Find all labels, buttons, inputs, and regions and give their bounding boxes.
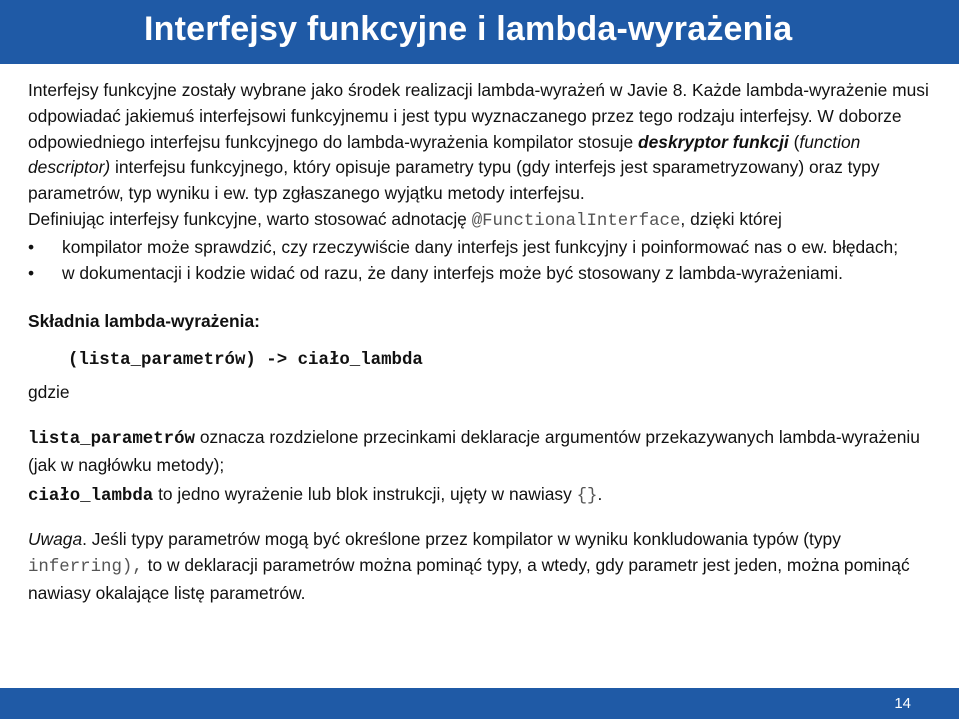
- lambda-body-term: ciało_lambda: [28, 487, 154, 507]
- param-list-desc: oznacza rozdzielone przecinkami deklaracje argumentów przekazywanych lambda-wyrażeniu (jak w nagłówku metody);: [28, 426, 920, 475]
- note-text-1: . Jeśli typy parametrów mogą być określone przez kompilator w wyniku konkludowania typów (typy: [82, 529, 841, 550]
- footer-bar: [0, 688, 959, 719]
- defining-text-1: Definiując interfejsy funkcyjne, warto stosować adnotację: [28, 208, 472, 229]
- lambda-body-definition: [28, 482, 938, 510]
- inferring-code: inferring),: [28, 557, 143, 577]
- note-label: Uwaga: [28, 529, 83, 550]
- note-text-2: to w deklaracji parametrów można pominąć typy, a wtedy, gdy parametr jest jeden, można pominąć nawiasy okalające listę parametrów.: [28, 554, 910, 603]
- function-descriptor-term: deskryptor funkcji: [638, 131, 789, 152]
- benefits-list: [28, 235, 938, 287]
- list-item: • w dokumentacji i kodzie widać od razu, że dany interfejs może być stosowany z lambda-wyrażeniami.: [28, 261, 938, 287]
- function-descriptor-en: function descriptor): [28, 131, 861, 178]
- intro-text-3: (: [788, 131, 800, 152]
- slide-content: [28, 78, 938, 607]
- note-paragraph: [28, 527, 938, 606]
- intro-text-1: Interfejsy funkcyjne zostały wybrane jako środek realizacji lambda-wyrażeń w Javie 8. Każde lambda-wyrażenie musi odpowiadać jakiemuś interfejsowi funkcyjnemu i jest typu wyznaczanego przez tego rodzaju interfejsy.: [28, 80, 929, 126]
- title-bar: [0, 0, 959, 64]
- lambda-body-desc: to jedno wyrażenie lub blok instrukcji, ujęty w nawiasy: [153, 484, 577, 505]
- syntax-heading: Składnia lambda-wyrażenia:: [28, 311, 260, 332]
- page-number: 14: [894, 695, 911, 712]
- functional-interface-annotation: @FunctionalInterface: [471, 211, 681, 231]
- period: .: [597, 484, 603, 505]
- defining-paragraph: [28, 207, 938, 235]
- param-list-definition: [28, 425, 938, 479]
- param-list-term: lista_parametrów: [28, 429, 195, 449]
- braces-code: {}: [576, 487, 598, 507]
- gdzie-label: gdzie: [28, 381, 70, 402]
- intro-paragraph: [28, 78, 938, 207]
- list-item: • kompilator może sprawdzić, czy rzeczywiście dany interfejs jest funkcyjny i poinformować nas o ew. błędach;: [28, 235, 938, 261]
- defining-text-2: , dzięki której: [680, 208, 782, 229]
- intro-text-2: W doborze odpowiedniego interfejsu funkcyjnego do lambda-wyrażenia kompilator stosuje: [28, 105, 902, 152]
- syntax-code: (lista_parametrów) -> ciało_lambda: [68, 351, 423, 371]
- slide-title: Interfejsy funkcyjne i lambda-wyrażenia: [144, 10, 793, 48]
- intro-text-4: interfejsu funkcyjnego, który opisuje parametry typu (gdy interfejs jest sparametryzowany) oraz typy parametrów, typ wyniku i ew. typ zgłaszanego wyjątku metody interfejsu.: [28, 157, 880, 204]
